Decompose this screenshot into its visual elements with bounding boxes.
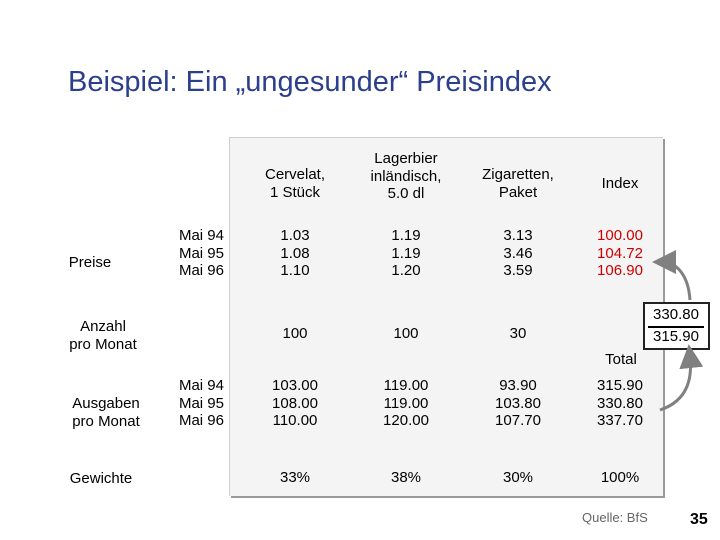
slide-title: Beispiel: Ein „ungesunder“ Preisindex <box>68 66 552 98</box>
header-lagerbier <box>350 150 462 203</box>
preise-cervelat <box>255 227 335 280</box>
anzahl-zigaretten: 30 <box>509 325 527 342</box>
date-label: Mai 95 <box>178 394 224 412</box>
arrow-from-ausgaben-icon <box>660 356 691 410</box>
table-cell: 106.90 <box>597 262 643 279</box>
anzahl-lagerbier: 100 <box>393 325 419 342</box>
ausgaben-zigaretten <box>478 377 558 430</box>
row-label-ausgaben <box>56 395 156 431</box>
table-cell: 93.90 <box>499 377 537 394</box>
row-label-anzahl-line1: Anzahl <box>80 318 126 335</box>
ausgaben-lagerbier <box>366 377 446 430</box>
table-cell: 103.80 <box>495 394 541 412</box>
fraction-numerator: 330.80 <box>653 306 699 323</box>
header-lagerbier-line1: Lagerbier <box>374 150 438 167</box>
date-label: Mai 94 <box>178 227 224 244</box>
table-cell: 1.20 <box>391 262 421 279</box>
dates-preise <box>160 227 224 280</box>
table-cell: 119.00 <box>383 377 429 394</box>
row-label-anzahl <box>48 318 158 354</box>
header-zigaretten <box>466 166 570 201</box>
date-label: Mai 94 <box>178 377 224 394</box>
table-cell: 104.72 <box>597 244 643 262</box>
anzahl-cervelat: 100 <box>282 325 308 342</box>
preise-index <box>580 227 660 280</box>
table-cell: 100.00 <box>597 227 643 244</box>
header-index: Index <box>601 175 639 192</box>
arrow-to-numerator-icon <box>664 262 690 300</box>
date-label: Mai 95 <box>178 244 224 262</box>
table-cell: 315.90 <box>597 377 643 394</box>
table-cell: 1.03 <box>280 227 310 244</box>
ausgaben-cervelat <box>255 377 335 430</box>
header-cervelat <box>250 166 340 201</box>
row-label-anzahl-line2: pro Monat <box>69 336 137 353</box>
page-number: 35 <box>690 511 708 528</box>
source-note: Quelle: BfS <box>582 510 648 525</box>
table-cell: 3.13 <box>503 227 533 244</box>
table-cell: 110.00 <box>272 412 318 429</box>
header-cervelat-line1: Cervelat, <box>264 166 326 183</box>
preise-zigaretten <box>478 227 558 280</box>
table-cell: 330.80 <box>597 394 643 412</box>
table-cell: 1.19 <box>391 244 421 262</box>
header-lagerbier-line3: 5.0 dl <box>387 185 425 202</box>
gewichte-index: 100% <box>600 469 640 486</box>
ausgaben-index <box>580 377 660 430</box>
row-label-preise: Preise <box>68 254 112 271</box>
gewichte-zigaretten: 30% <box>502 469 534 486</box>
preise-lagerbier <box>366 227 446 280</box>
total-label: Total <box>605 351 637 368</box>
table-cell: 337.70 <box>597 412 643 429</box>
table-cell: 119.00 <box>383 394 429 412</box>
table-cell: 1.08 <box>280 244 310 262</box>
header-zigaretten-line2: Paket <box>498 183 538 201</box>
table-cell: 1.19 <box>391 227 421 244</box>
row-label-gewichte: Gewichte <box>69 470 133 487</box>
table-cell: 3.59 <box>503 262 533 279</box>
row-label-ausgaben-line2: pro Monat <box>72 413 140 430</box>
date-label: Mai 96 <box>178 412 224 429</box>
dates-ausgaben <box>160 377 224 430</box>
table-cell: 103.00 <box>272 377 318 394</box>
header-zigaretten-line1: Zigaretten, <box>482 166 554 183</box>
fraction-denominator: 315.90 <box>653 328 699 345</box>
header-lagerbier-line2: inländisch, <box>370 167 442 185</box>
row-label-ausgaben-line1: Ausgaben <box>72 395 140 412</box>
gewichte-cervelat: 33% <box>279 469 311 486</box>
date-label: Mai 96 <box>178 262 224 279</box>
table-cell: 107.70 <box>495 412 541 429</box>
table-cell: 108.00 <box>272 394 318 412</box>
header-cervelat-line2: 1 Stück <box>269 183 321 201</box>
gewichte-lagerbier: 38% <box>390 469 422 486</box>
table-cell: 1.10 <box>280 262 310 279</box>
table-cell: 3.46 <box>503 244 533 262</box>
table-cell: 120.00 <box>383 412 429 429</box>
